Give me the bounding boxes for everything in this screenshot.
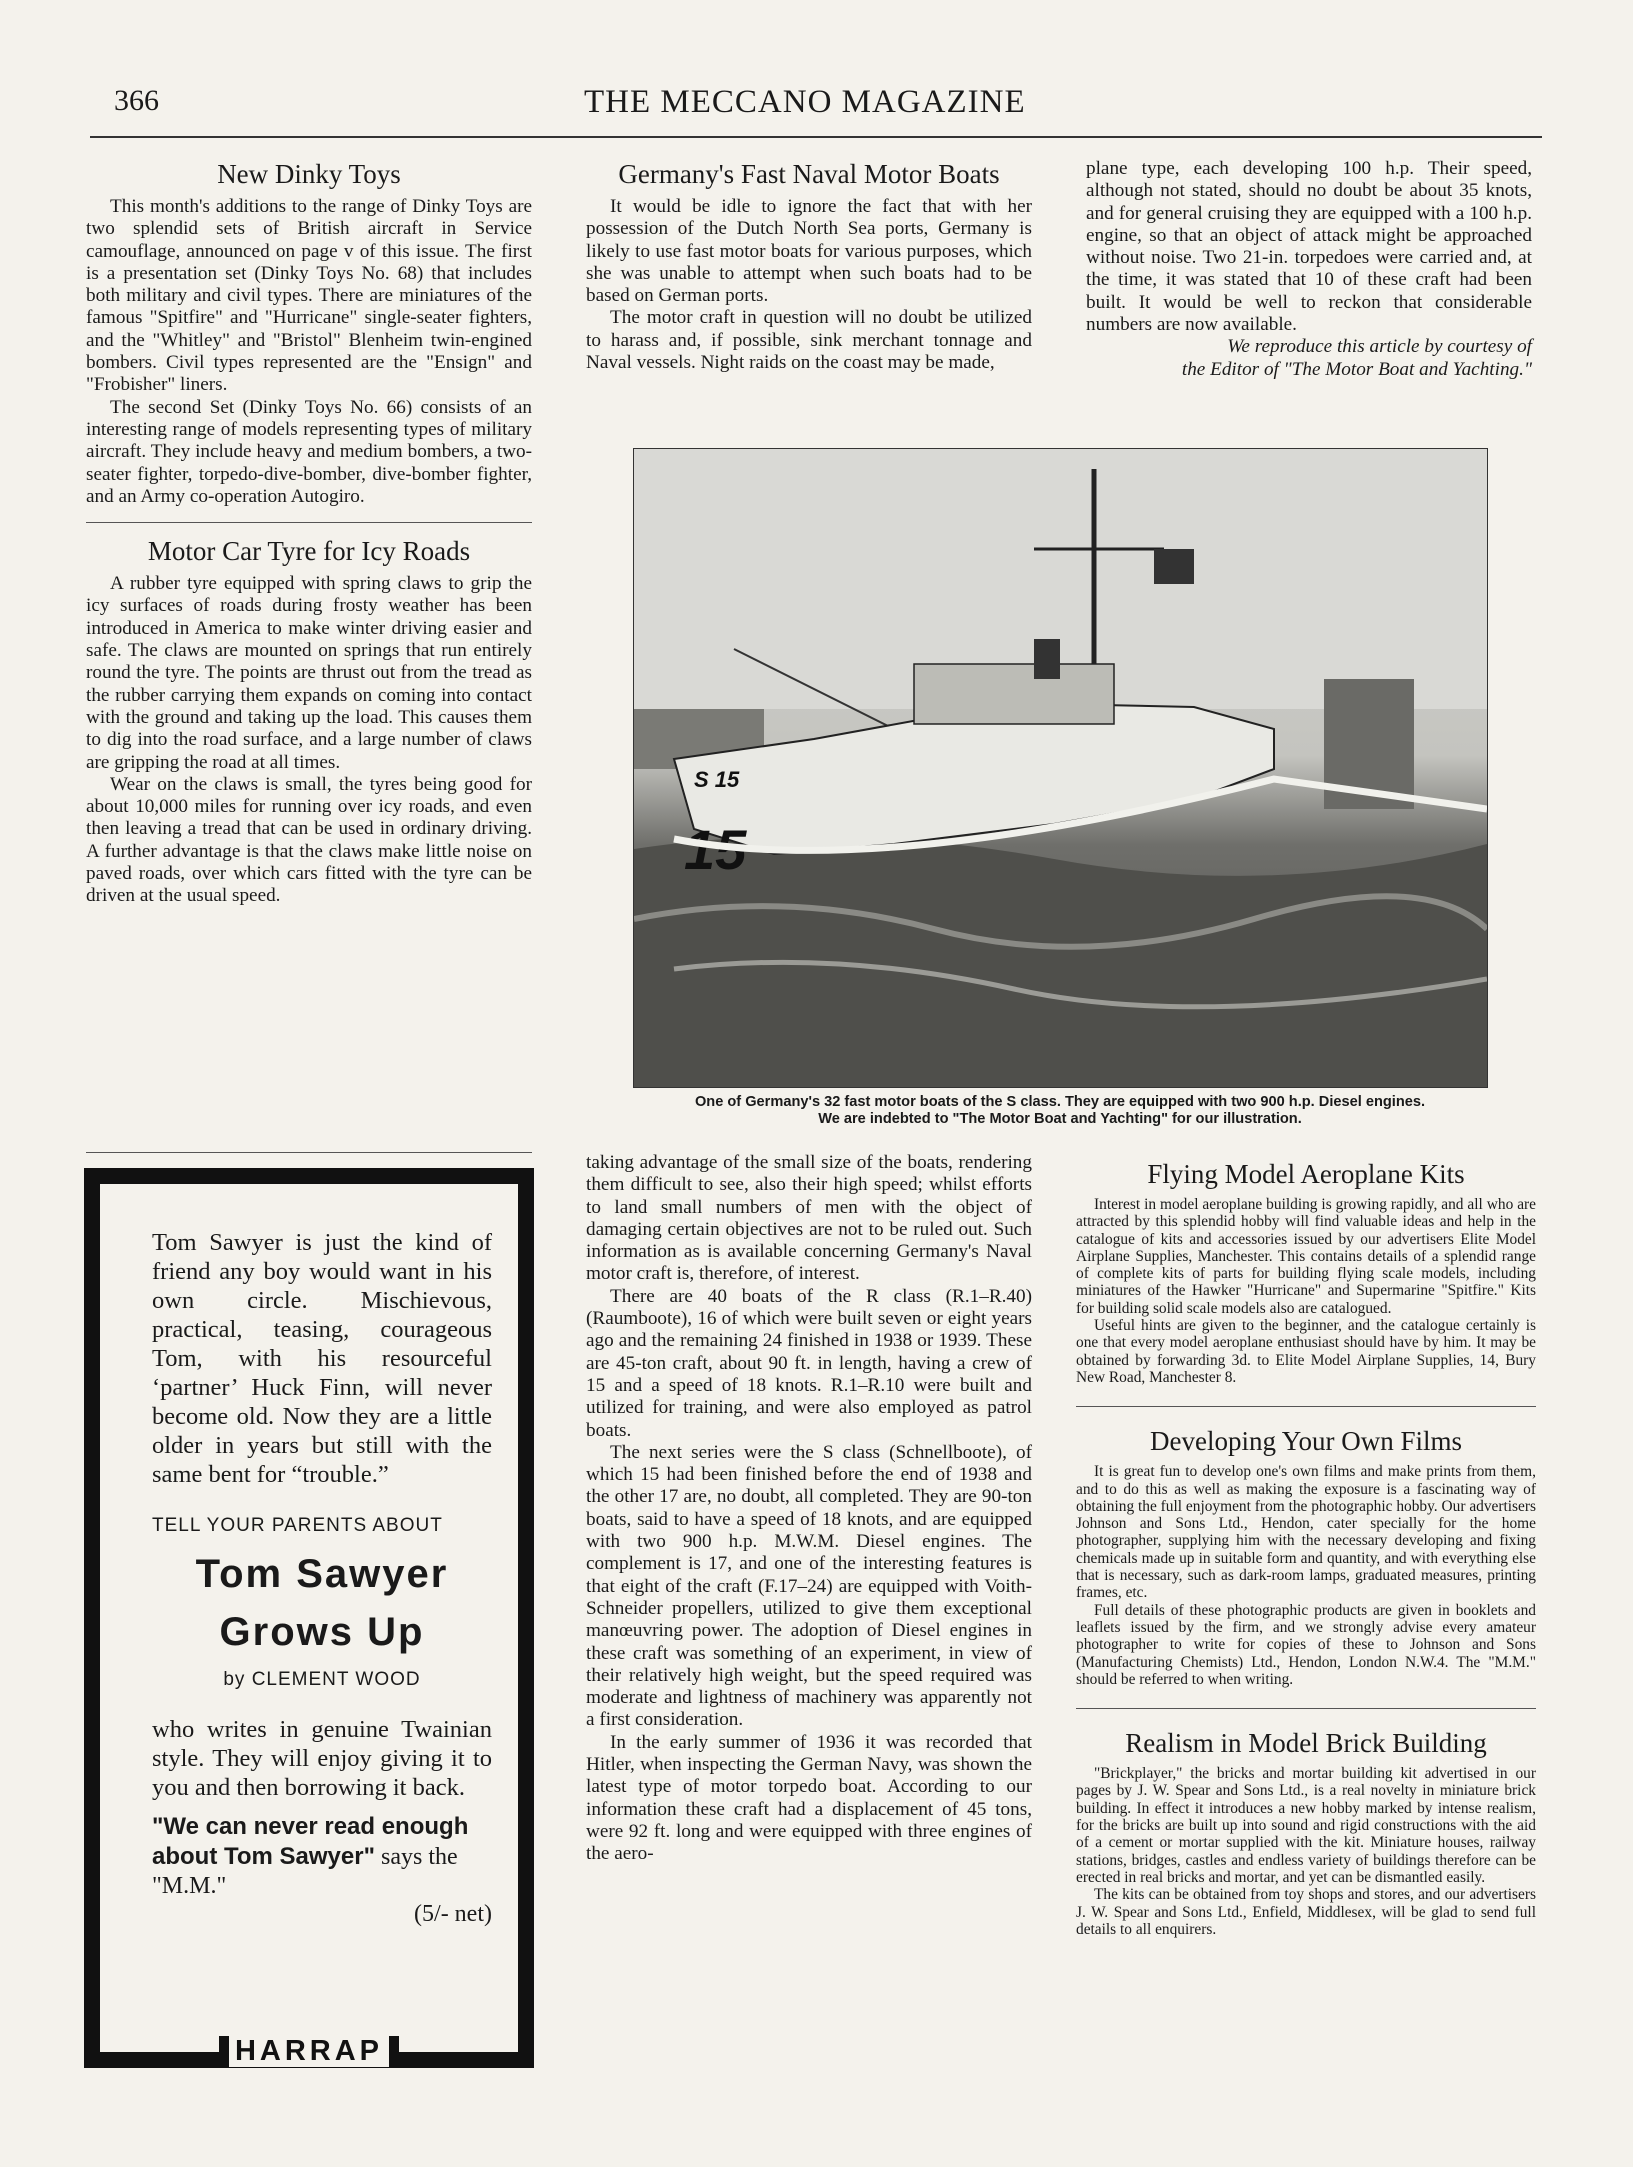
films-paragraph-1: It is great fun to develop one's own films and make prints from them, and to do this as well as making the exposure is a fascinating way of obtaining the full enjoyment from the photographic hobby. Our advertisers Johnson and Sons Ltd., Hendon, cater specially for the home photographer, supplying him with the necessary developing and fixing chemicals made up in suitable form and quantity, and with everything else that is necessary, such as dark-room lamps, graduated measures, printing frames, etc. xyxy=(1076,1463,1536,1602)
ad-tell-parents: TELL YOUR PARENTS ABOUT xyxy=(152,1515,443,1536)
ad-publisher: HARRAP xyxy=(229,2035,389,2067)
brick-paragraph-2: The kits can be obtained from toy shops and stores, and our advertisers J. W. Spear and Sons Ltd., Enfield, Middlesex, will be glad to send full details to all enquirers. xyxy=(1076,1886,1536,1938)
kits-paragraph-2: Useful hints are given to the beginner, and the catalogue certainly is one that every model aeroplane enthusiast should have by him. It may be obtained by forwarding 3d. to Elite Model Airplane Supplies, 14, Bury New Road, Manchester 8. xyxy=(1076,1317,1536,1386)
motor-boat-photo xyxy=(633,448,1488,1088)
ad-book-title-line-2: Grows Up xyxy=(219,1610,425,1654)
germany-continued: plane type, each developing 100 h.p. Their speed, although not stated, should no doubt be about 35 knots, and for general cruising they are equipped with a 100 h.p. engine, so that an object of attack might be approached without noise. Two 21-in. torpedoes were carried and, at the time, it was stated that 10 of these craft had been built. It would be well to reckon that considerable numbers are now available. xyxy=(1086,158,1532,336)
section-divider xyxy=(1076,1708,1536,1709)
section-divider xyxy=(86,522,532,523)
ad-author: by CLEMENT WOOD xyxy=(223,1669,421,1690)
left-column xyxy=(86,158,532,908)
ad-body-text-2: who writes in genuine Twainian style. They will enjoy giving it to you and then borrowing it back. xyxy=(152,1716,492,1801)
kits-heading: Flying Model Aeroplane Kits xyxy=(1147,1159,1465,1189)
kits-paragraph-1: Interest in model aeroplane building is growing rapidly, and all who are attracted by this splendid hobby will find valuable ideas and help in the catalogue of kits and accessories issued by our advertisers Elite Model Airplane Supplies, Manchester. This contains details of a splendid range of complete kits of parts for building flying scale models, including miniatures of the Hawker "Hurricane" and Supermarine "Spitfire." Kits for building solid scale models also are catalogued. xyxy=(1076,1196,1536,1317)
caption-line-2: We are indebted to "The Motor Boat and Yachting" for our illustration. xyxy=(818,1111,1302,1127)
caption-line-1: One of Germany's 32 fast motor boats of the S class. They are equipped with two 900 h.p. Diesel engines. xyxy=(694,1094,1426,1110)
page-number: 366 xyxy=(114,84,159,117)
dinky-paragraph-2: The second Set (Dinky Toys No. 66) consists of an interesting range of models representing types of military aircraft. They include heavy and medium bombers, a two-seater fighter, torpedo-dive-bomber, dive-bomber fighter, and an Army co-operation Autogiro. xyxy=(86,396,532,507)
ad-book-title xyxy=(152,1545,492,1661)
dinky-paragraph-1: This month's additions to the range of Dinky Toys are two splendid sets of British aircraft in Service camouflage, announced on page v of this issue. The first is a presentation set (Dinky Toys No. 68) that includes both military and civil types. There are miniatures of the famous "Spitfire" and "Hurricane" single-seater fighters, and the "Whitley" and "Bristol" Blenheim twin-engined bombers. Civil types represented are the "Ensign" and "Frobisher" liners. xyxy=(86,196,532,396)
middle-top-column xyxy=(586,158,1032,374)
ad-quote xyxy=(152,1812,492,1901)
ad-quote-tail: says the "M.M." xyxy=(152,1844,458,1899)
brick-heading: Realism in Model Brick Building xyxy=(1125,1728,1487,1759)
ad-content xyxy=(152,1228,492,1928)
tyre-paragraph-1: A rubber tyre equipped with spring claws to grip the icy surfaces of roads during frosty weather has been introduced in America to make winter driving easier and safe. The claws are mounted on springs that run entirely round the tyre. The points are thrust out from the tread as the rubber carrying them expands on coming into contact with the ground and taking up the load. This causes them to dig into the road surface, and a large number of claws are gripping the road at all times. xyxy=(86,573,532,773)
germany-cont-2: There are 40 boats of the R class (R.1–R.40) (Raumboote), 16 of which were built seven or eight years ago and the remaining 24 finished in 1938 or 1939. These are 45-ton craft, about 90 ft. in length, having a crew of 15 and a speed of 18 knots. R.1–R.10 were built and utilized for training, and were also employed as patrol boats. xyxy=(586,1285,1032,1441)
ad-price: (5/- net) xyxy=(414,1901,492,1927)
germany-cont-3: The next series were the S class (Schnellboote), of which 15 had been finished before the end of 1938 and the other 17 are, no doubt, all completed. They are 90-ton boats, said to have a speed of 18 knots, and are equipped with two 900 h.p. M.W.M. Diesel engines. The complement is 17, and one of the interesting features is that eight of the craft (F.17–24) are equipped with Voith-Schneider propellers, utilized to give them exceptional manœuvring power. The adoption of Diesel engines in these craft was something of an experiment, in view of their relatively high weight, but the speed required was moderate and lightness of machinery was apparently not a first consideration. xyxy=(586,1441,1032,1731)
germany-cont-1: taking advantage of the small size of the boats, rendering them difficult to see, also their high speed; whilst efforts to land small numbers of men with the object of damaging certain objectives are not to be ruled out. Such information as is available concerning Germany's Naval motor craft is, therefore, of interest. xyxy=(586,1152,1032,1285)
photo-caption xyxy=(620,1094,1500,1128)
films-heading: Developing Your Own Films xyxy=(1149,1426,1463,1457)
middle-bottom-column xyxy=(586,1152,1032,1866)
films-paragraph-2: Full details of these photographic products are given in booklets and leaflets issued by the firm, and we strongly advise every amateur photographer to write for copies of these to Johnson and Sons (Manufacturing Chemists) Ltd., Hendon, London N.W.4. The "M.M." should be referred to when writing. xyxy=(1076,1601,1536,1688)
motor-boat-illustration xyxy=(634,449,1487,1087)
ad-body-text: Tom Sawyer is just the kind of friend any boy would want in his own circle. Mischievous, practical, teasing, courageous Tom, with his resourceful ‘partner’ Huck Finn, will never become old. Now they are a little older in years but still with the same bent for “trouble.” xyxy=(152,1229,492,1488)
magazine-title: THE MECCANO MAGAZINE xyxy=(584,84,1026,120)
ad-book-title-line-1: Tom Sawyer xyxy=(195,1552,449,1596)
courtesy-line-2: the Editor of "The Motor Boat and Yachting." xyxy=(1181,358,1532,380)
tyre-heading: Motor Car Tyre for Icy Roads xyxy=(147,536,471,567)
right-top-column xyxy=(1086,158,1532,381)
hull-number: 15 xyxy=(684,818,747,881)
ad-publisher-bar xyxy=(100,2036,518,2066)
germany-paragraph-1: It would be idle to ignore the fact that with her possession of the Dutch North Sea ports, Germany is likely to use fast motor boats for various purposes, which she was unable to attempt when such boats had to be based on German ports. xyxy=(586,196,1032,307)
germany-heading: Germany's Fast Naval Motor Boats xyxy=(618,159,1000,189)
hull-marking: S 15 xyxy=(694,767,740,792)
right-bottom-column xyxy=(1076,1158,1536,1938)
ad-quote-bold: "We can never read enough about Tom Sawyer" xyxy=(152,1813,469,1870)
left-divider xyxy=(86,1152,532,1153)
tyre-paragraph-2: Wear on the claws is small, the tyres being good for about 10,000 miles for running over icy roads, and even then leaving a tread that can be used in ordinary driving. A further advantage is that the claws make little noise on paved roads, over which cars fitted with the tyre can be driven at the usual speed. xyxy=(86,773,532,907)
courtesy-line-1: We reproduce this article by courtesy of xyxy=(1227,336,1532,358)
germany-paragraph-2: The motor craft in question will no doubt be utilized to harass and, if possible, sink merchant tonnage and Naval vessels. Night raids on the coast may be made, xyxy=(586,307,1032,374)
header-rule xyxy=(90,136,1542,138)
dinky-heading: New Dinky Toys xyxy=(217,159,401,189)
harrap-advertisement xyxy=(84,1168,534,2068)
section-divider xyxy=(1076,1406,1536,1407)
brick-paragraph-1: "Brickplayer," the bricks and mortar building kit advertised in our pages by J. W. Spear and Sons Ltd., is a real novelty in miniature brick building. In effect it introduces a new hobby marked by intense realism, for the bricks are built up into sound and rigid constructions with the aid of a cement or mortar supplied with the kit. Miniature houses, railway stations, bridges, castles and endless variety of buildings therefore can be erected in real bricks and mortar, and yet can be dismantled easily. xyxy=(1076,1765,1536,1886)
germany-cont-4: In the early summer of 1936 it was recorded that Hitler, when inspecting the German Navy, was shown the latest type of motor torpedo boat. According to our information these craft had a displacement of 45 tons, were 92 ft. long and were equipped with three engines of the aero- xyxy=(586,1731,1032,1865)
